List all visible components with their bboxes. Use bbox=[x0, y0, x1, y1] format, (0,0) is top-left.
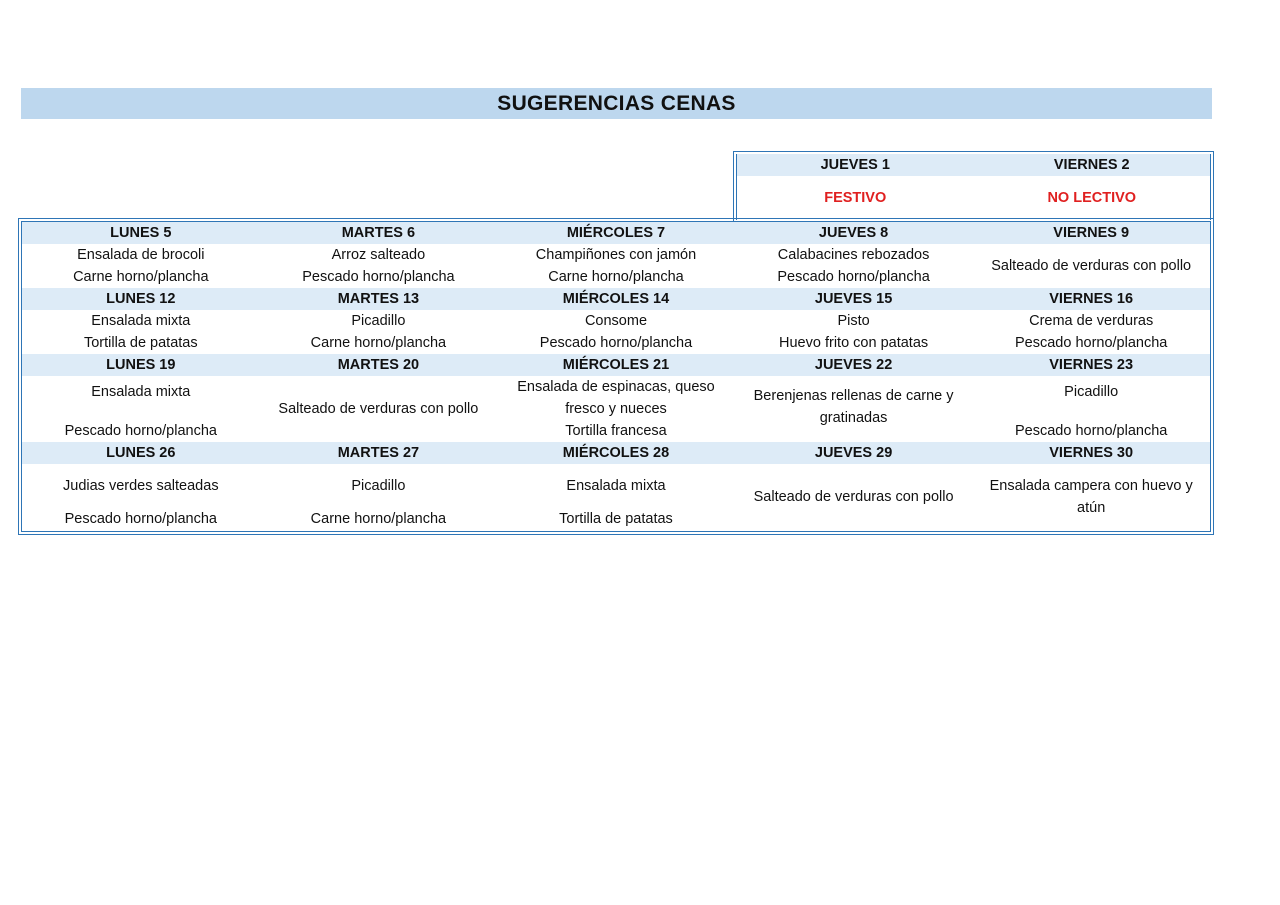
holiday-note: NO LECTIVO bbox=[1047, 190, 1137, 206]
holiday-note: FESTIVO bbox=[824, 190, 887, 206]
meal-item: Ensalada mixta bbox=[91, 313, 191, 329]
meal-item: Picadillo bbox=[1064, 384, 1119, 400]
day-header: LUNES 19 bbox=[22, 354, 260, 376]
meal-item: Ensalada mixta bbox=[566, 478, 666, 494]
day-header: LUNES 26 bbox=[22, 442, 260, 464]
day-cell bbox=[260, 376, 498, 442]
meal-item: Pescado horno/plancha bbox=[302, 269, 455, 285]
meal-item: Ensalada de brocoli bbox=[77, 247, 205, 263]
day-header: JUEVES 1 bbox=[737, 154, 974, 176]
day-cell bbox=[972, 244, 1210, 288]
meal-item: Champiñones con jamón bbox=[535, 247, 697, 263]
meal-item: Pescado horno/plancha bbox=[777, 269, 930, 285]
meal-item: Judias verdes salteadas bbox=[63, 478, 219, 494]
meal-item: Pescado horno/plancha bbox=[64, 423, 217, 439]
day-cell bbox=[22, 376, 260, 442]
meal-item: Huevo frito con patatas bbox=[779, 335, 929, 351]
day-header: JUEVES 29 bbox=[735, 442, 973, 464]
meal-item: Pescado horno/plancha bbox=[1014, 335, 1168, 351]
week-meals-row bbox=[22, 376, 1210, 442]
week-header-row bbox=[22, 288, 1210, 310]
day-header: MIÉRCOLES 21 bbox=[497, 354, 735, 376]
meal-item: Picadillo bbox=[351, 313, 406, 329]
meal-item: Pisto bbox=[837, 313, 870, 329]
meal-item: Picadillo bbox=[351, 478, 406, 494]
first-week bbox=[737, 154, 1210, 220]
meal-item: Carne horno/plancha bbox=[310, 511, 447, 527]
day-header: MARTES 27 bbox=[260, 442, 498, 464]
meal-item: Pescado horno/plancha bbox=[1014, 423, 1168, 439]
day-cell bbox=[22, 464, 260, 530]
meal-item: Ensalada mixta bbox=[91, 384, 191, 400]
day-header: VIERNES 16 bbox=[972, 288, 1210, 310]
week-meals-row bbox=[22, 244, 1210, 288]
meal-item: Salteado de verduras con pollo bbox=[991, 258, 1192, 274]
meal-item: Carne horno/plancha bbox=[73, 269, 209, 285]
day-header: JUEVES 15 bbox=[735, 288, 973, 310]
meal-item: Berenjenas rellenas de carne y gratinadas bbox=[753, 388, 954, 426]
day-cell bbox=[260, 244, 498, 288]
day-header: VIERNES 2 bbox=[974, 154, 1211, 176]
day-header: JUEVES 8 bbox=[735, 222, 973, 244]
day-cell bbox=[972, 310, 1210, 354]
week-header-row bbox=[22, 442, 1210, 464]
day-header: VIERNES 30 bbox=[972, 442, 1210, 464]
meal-item: Tortilla francesa bbox=[565, 423, 667, 439]
day-header: MIÉRCOLES 7 bbox=[497, 222, 735, 244]
meal-item: Calabacines rebozados bbox=[777, 247, 930, 263]
day-cell bbox=[497, 376, 735, 442]
day-cell bbox=[735, 244, 973, 288]
day-header: VIERNES 23 bbox=[972, 354, 1210, 376]
page-title: SUGERENCIAS CENAS bbox=[21, 88, 1212, 119]
meal-item: Consome bbox=[584, 313, 648, 329]
week-meals-row bbox=[22, 464, 1210, 530]
meal-item: Tortilla de patatas bbox=[559, 511, 673, 527]
day-header: VIERNES 9 bbox=[972, 222, 1210, 244]
meal-item: Pescado horno/plancha bbox=[64, 511, 217, 527]
meal-item: Tortilla de patatas bbox=[83, 335, 198, 351]
day-cell bbox=[974, 176, 1211, 220]
week-header-row bbox=[22, 354, 1210, 376]
day-cell bbox=[735, 464, 973, 530]
day-cell bbox=[735, 310, 973, 354]
week-meals-row bbox=[22, 310, 1210, 354]
day-header: MARTES 6 bbox=[260, 222, 498, 244]
day-cell bbox=[260, 464, 498, 530]
day-cell bbox=[497, 244, 735, 288]
day-cell bbox=[972, 376, 1210, 442]
day-header: LUNES 12 bbox=[22, 288, 260, 310]
meal-item: Ensalada campera con huevo y atún bbox=[989, 478, 1193, 516]
day-header: LUNES 5 bbox=[22, 222, 260, 244]
day-header: MARTES 20 bbox=[260, 354, 498, 376]
meal-item: Pescado horno/plancha bbox=[539, 335, 693, 351]
day-cell bbox=[260, 310, 498, 354]
day-cell bbox=[497, 310, 735, 354]
day-header: MARTES 13 bbox=[260, 288, 498, 310]
day-cell bbox=[735, 376, 973, 442]
calendar-grid bbox=[22, 222, 1210, 530]
meal-item: Carne horno/plancha bbox=[310, 335, 447, 351]
day-header: MIÉRCOLES 14 bbox=[497, 288, 735, 310]
day-cell bbox=[972, 464, 1210, 530]
day-cell bbox=[22, 310, 260, 354]
meal-item: Carne horno/plancha bbox=[548, 269, 684, 285]
day-header: MIÉRCOLES 28 bbox=[497, 442, 735, 464]
day-header: JUEVES 22 bbox=[735, 354, 973, 376]
meal-item: Salteado de verduras con pollo bbox=[278, 401, 479, 417]
meal-item: Salteado de verduras con pollo bbox=[753, 489, 954, 505]
meal-item: Crema de verduras bbox=[1029, 313, 1154, 329]
day-cell bbox=[737, 176, 974, 220]
day-cell bbox=[22, 244, 260, 288]
meal-item: Ensalada de espinacas, queso fresco y nueces bbox=[517, 379, 715, 417]
meal-item: Arroz salteado bbox=[331, 247, 426, 263]
week-header-row bbox=[22, 222, 1210, 244]
day-cell bbox=[497, 464, 735, 530]
